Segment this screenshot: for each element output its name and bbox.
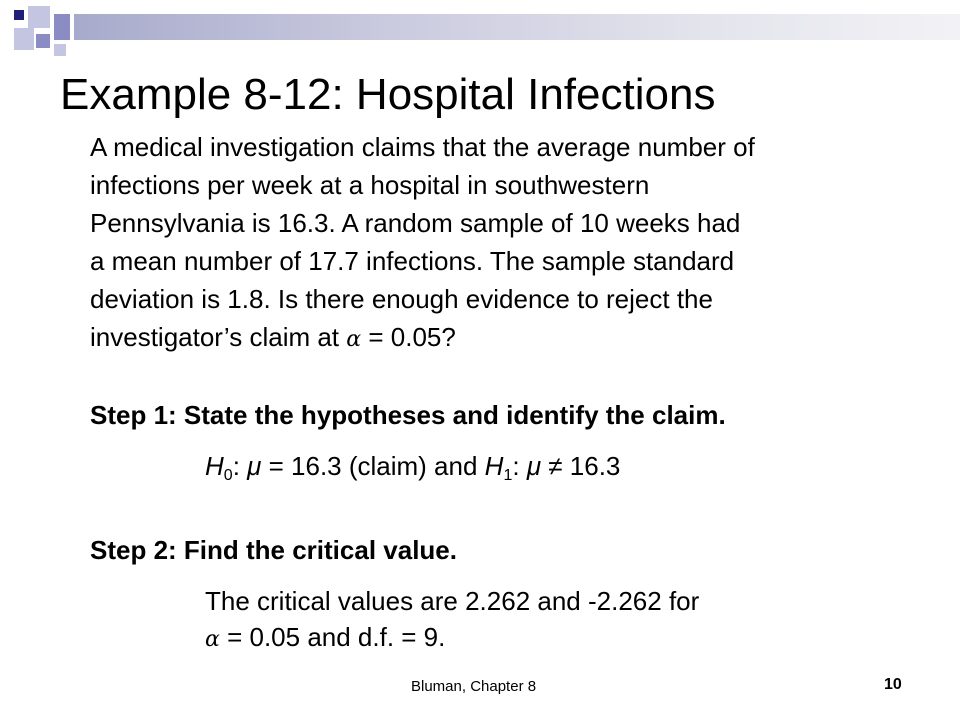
paragraph-text: = 0.05?: [361, 322, 456, 352]
h0-colon: :: [232, 451, 248, 481]
h0-subscript: 0: [223, 467, 233, 484]
hypotheses-line: [205, 449, 620, 483]
decor-square-light: [14, 28, 34, 50]
slide-title: Example 8-12: Hospital Infections: [60, 70, 716, 119]
paragraph-line: Pennsylvania is 16.3. A random sample of 10 weeks had: [90, 208, 741, 238]
alpha-symbol: α: [346, 327, 362, 352]
h1-letter: H: [484, 451, 504, 481]
paragraph-line: a mean number of 17.7 infections. The sample standard: [90, 246, 735, 276]
step1-label: Step 1: State the hypotheses and identify the claim.: [90, 400, 726, 430]
h1-rest: ≠ 16.3: [541, 451, 621, 481]
critical-values-text: = 0.05 and d.f. = 9.: [219, 622, 446, 652]
decor-square-dark: [14, 10, 24, 20]
critical-values-line: [205, 620, 445, 657]
decor-square-light: [28, 6, 50, 28]
critical-values-line: The critical values are 2.262 and -2.262 for: [205, 586, 700, 616]
paragraph-line: infections per week at a hospital in southwestern: [90, 170, 650, 200]
problem-statement: [90, 128, 920, 359]
h1-colon: :: [512, 451, 527, 481]
paragraph-line: A medical investigation claims that the average number of: [90, 132, 755, 162]
decor-square-mid: [36, 34, 50, 48]
footer-source: Bluman, Chapter 8: [411, 678, 537, 695]
step2-label: Step 2: Find the critical value.: [90, 535, 457, 565]
paragraph-line: [90, 318, 920, 359]
h0-letter: H: [205, 451, 224, 481]
page-number: 10: [884, 676, 902, 693]
mu-symbol: μ: [526, 451, 542, 481]
decor-square-light: [54, 44, 66, 56]
h0-rest: = 16.3 (claim) and: [261, 451, 485, 481]
alpha-symbol: α: [205, 627, 220, 652]
decor-square-mid: [54, 14, 70, 40]
mu-symbol: μ: [247, 451, 262, 481]
h1-subscript: 1: [503, 467, 513, 484]
paragraph-line: deviation is 1.8. Is there enough evidence to reject the: [90, 284, 713, 314]
header-gradient-bar: [74, 14, 960, 40]
paragraph-text: investigator’s claim at: [90, 322, 347, 352]
